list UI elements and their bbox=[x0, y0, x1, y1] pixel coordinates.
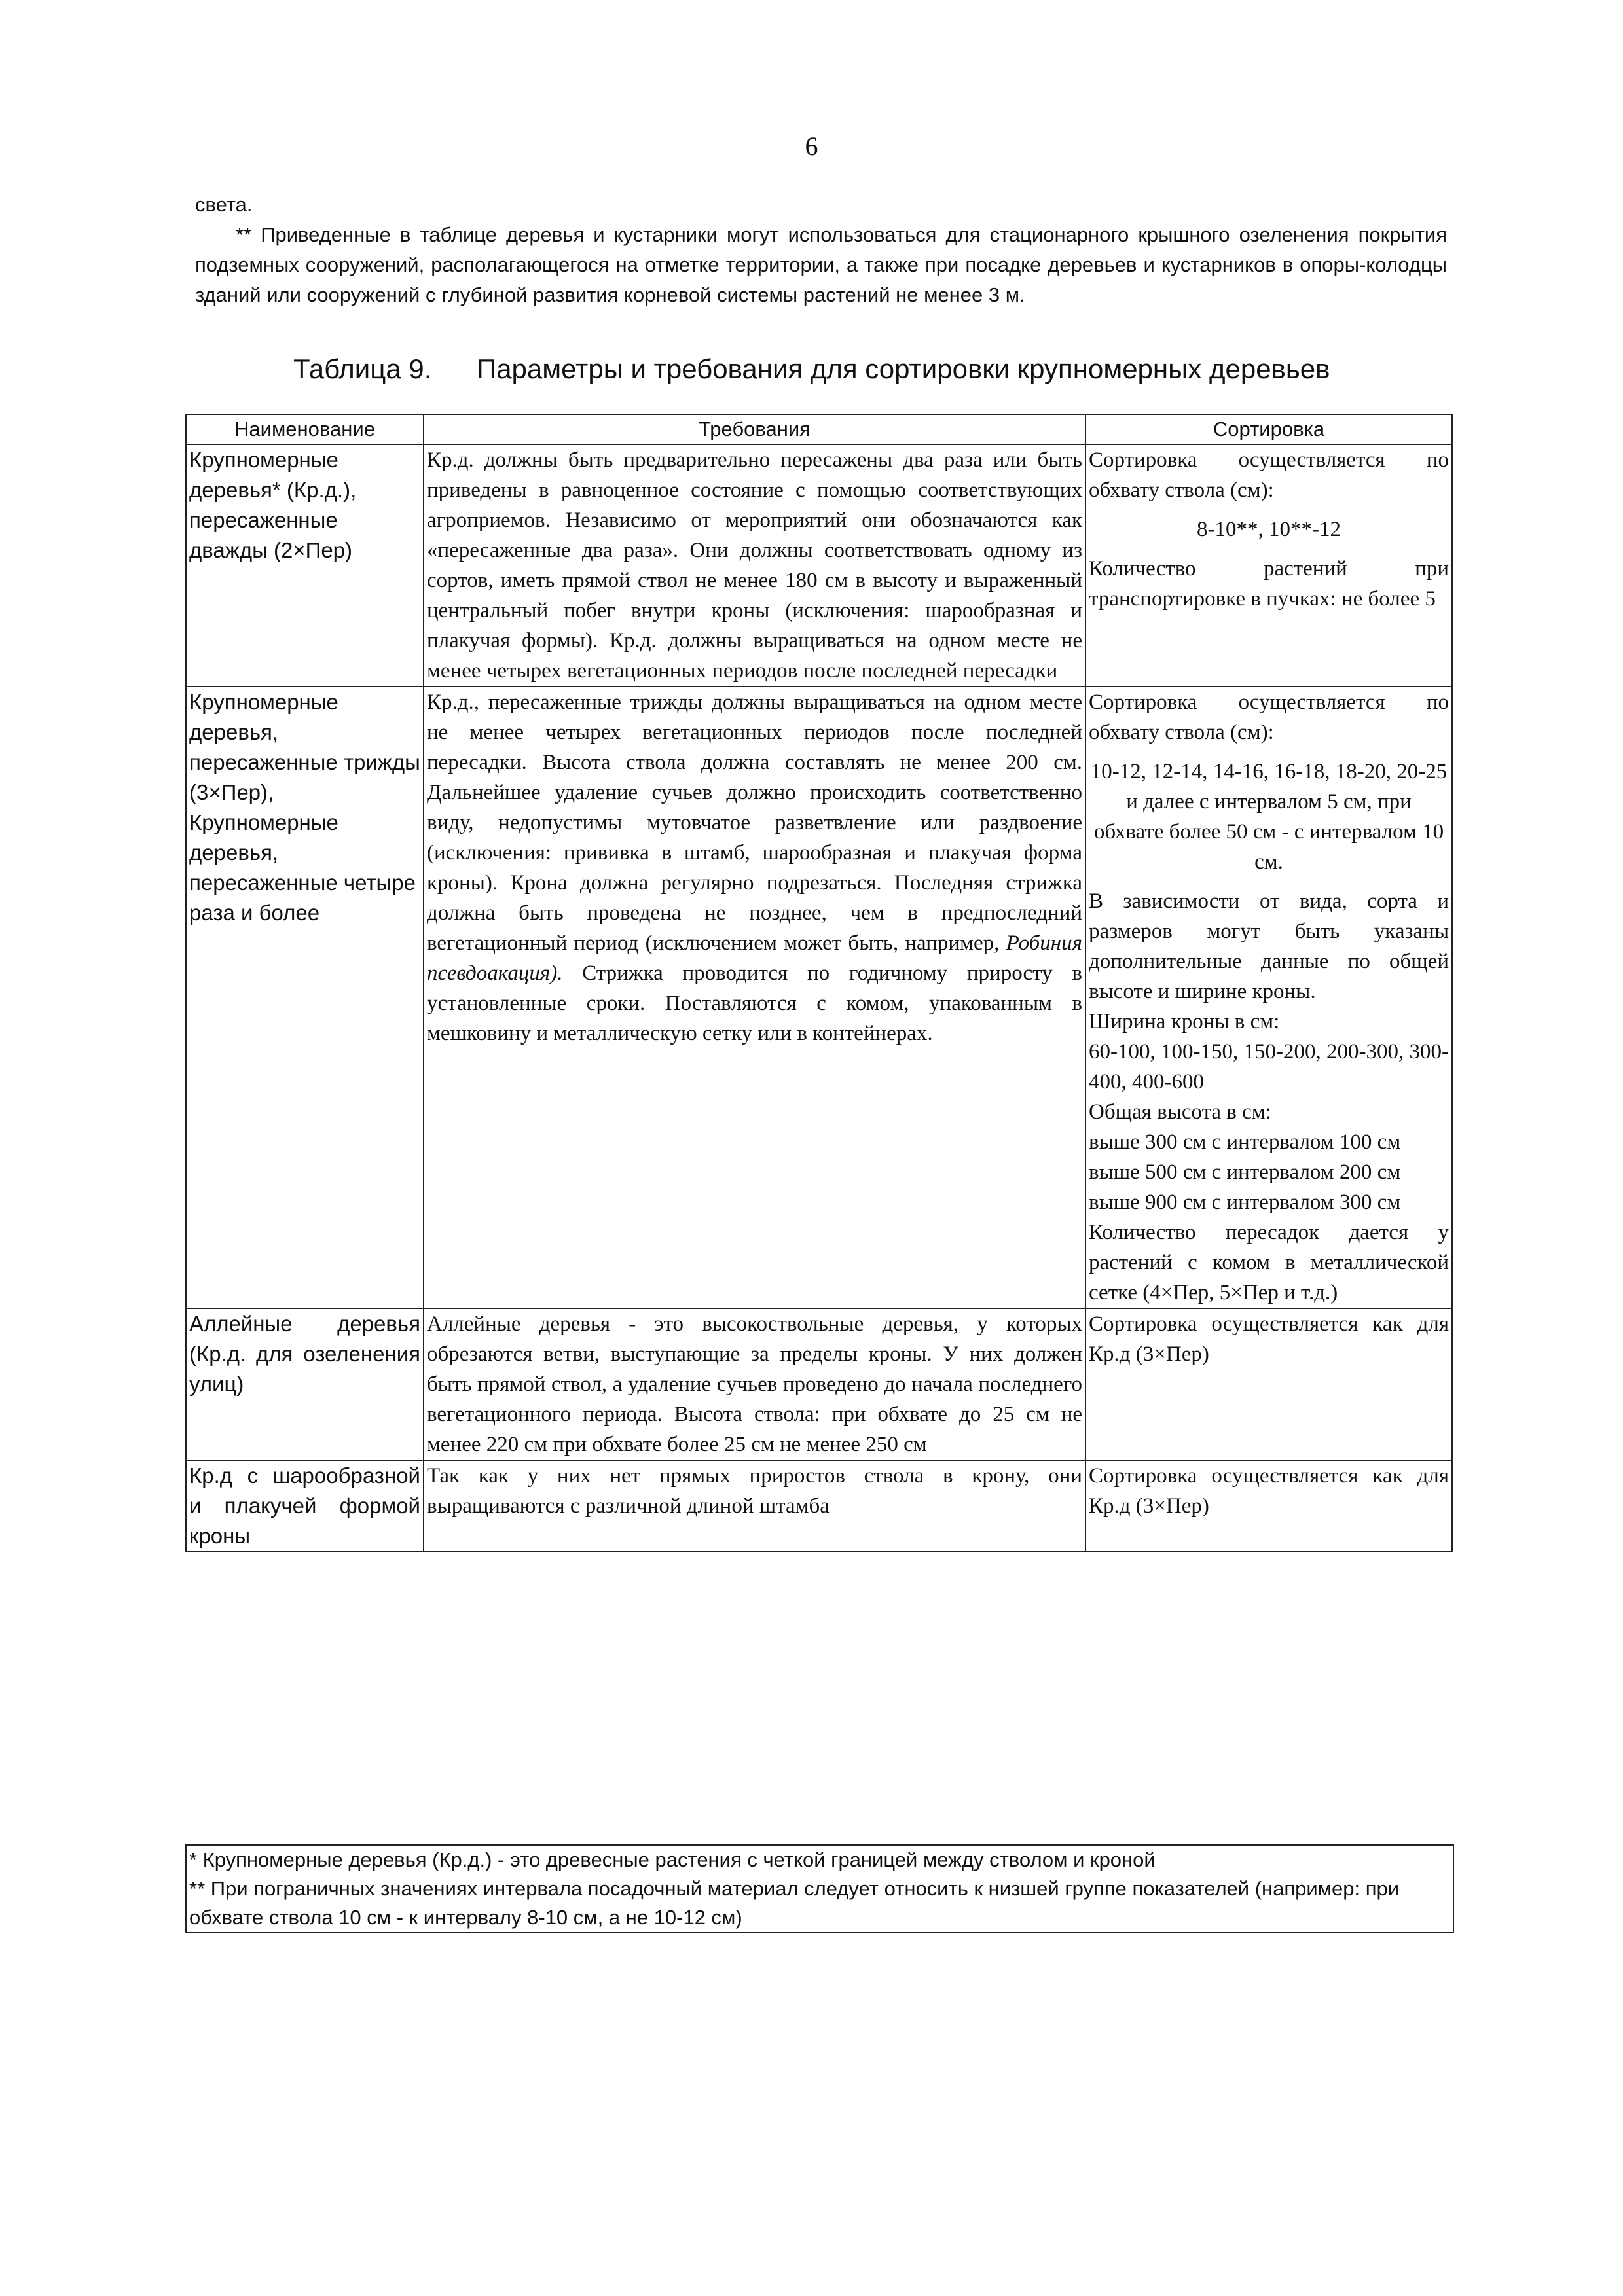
cell-name: Крупномерные деревья, пересаженные трижды (3×Пер), Крупномерные деревья, пересаженные четыре раза и более bbox=[186, 687, 424, 1308]
cell-requirements bbox=[424, 687, 1085, 1308]
intro-text bbox=[195, 190, 1447, 310]
intro-paragraph: ** Приведенные в таблице деревья и кустарники могут использоваться для стационарного крышного озеленения покрытия подземных сооружений, располагающегося на отметке территории, а также при посадке деревьев и кустарников в опоры-колодцы зданий или сооружений с глубиной развития корневой системы растений не менее 3 м. bbox=[195, 223, 1447, 306]
table-header-row bbox=[186, 414, 1452, 444]
sorting-line: выше 500 см с интервалом 200 см bbox=[1089, 1160, 1401, 1184]
sorting-table bbox=[185, 414, 1453, 1552]
sorting-line: Сортировка осуществляется как для Кр.д (3×Пер) bbox=[1089, 1312, 1449, 1366]
sorting-line: Сортировка осуществляется по обхвату ствола (см): bbox=[1089, 691, 1449, 744]
header-sorting: Сортировка bbox=[1085, 414, 1452, 444]
cell-requirements: Так как у них нет прямых приростов ствола в крону, они выращиваются с различной длиной штамба bbox=[424, 1460, 1085, 1552]
cell-sorting bbox=[1085, 687, 1452, 1308]
cell-sorting bbox=[1085, 1460, 1452, 1552]
cell-requirements: Кр.д. должны быть предварительно пересажены два раза или быть приведены в равноценное состояние с помощью соответствующих агроприемов. Независимо от мероприятий они обозначаются как «пересаженные два раза». Они должны соответствовать одному из сортов, иметь прямой ствол не менее 180 см в высоту и выраженный центральный побег внутри кроны (исключения: шарообразная и плакучая формы). Кр.д. должны выращиваться на одном месте не менее четырех вегетационных периодов после последней пересадки bbox=[424, 444, 1085, 687]
table-title: Параметры и требования для сортировки крупномерных деревьев bbox=[477, 353, 1330, 384]
cell-name: Крупномерные деревья* (Кр.д.), пересаженные дважды (2×Пер) bbox=[186, 444, 424, 687]
header-name: Наименование bbox=[186, 414, 424, 444]
sorting-line: выше 300 см с интервалом 100 см bbox=[1089, 1130, 1401, 1154]
sorting-line: Общая высота в см: bbox=[1089, 1100, 1271, 1124]
intro-line: света. bbox=[195, 193, 253, 216]
table-row bbox=[186, 1460, 1452, 1552]
sorting-line: 60-100, 100-150, 150-200, 200-300, 300-400, 400-600 bbox=[1089, 1040, 1449, 1094]
sorting-line: Ширина кроны в см: bbox=[1089, 1010, 1280, 1033]
sorting-line: 10-12, 12-14, 14-16, 16-18, 18-20, 20-25 bbox=[1090, 760, 1448, 783]
cell-name: Кр.д с шарообразной и плакучей формой кроны bbox=[186, 1460, 424, 1552]
footnote-1: * Крупномерные деревья (Кр.д.) - это древесные растения с четкой границей между стволом и кроной bbox=[189, 1848, 1156, 1871]
cell-requirements: Аллейные деревья - это высокоствольные деревья, у которых обрезаются ветви, выступающие за пределы кроны. У них должен быть прямой ствол, а удаление сучьев проведено до начала последнего вегетационного периода. Высота ствола: при обхвате до 25 см не менее 220 см при обхвате более 25 см не менее 250 см bbox=[424, 1308, 1085, 1460]
cell-sorting bbox=[1085, 1308, 1452, 1460]
footnote-2: ** При пограничных значениях интервала посадочный материал следует относить к низшей группе показателей (например: при обхвате ствола 10 см - к интервалу 8-10 см, а не 10-12 см) bbox=[189, 1877, 1400, 1929]
sorting-line: выше 900 см с интервалом 300 см bbox=[1089, 1191, 1401, 1214]
footnotes bbox=[185, 1844, 1454, 1933]
table-row bbox=[186, 1308, 1452, 1460]
table-row bbox=[186, 444, 1452, 687]
header-requirements: Требования bbox=[424, 414, 1085, 444]
requirements-text: Стрижка проводится по годичному приросту в установленные сроки. Поставляются с комом, упакованным в мешковину и металлическую сетку или в контейнерах. bbox=[427, 961, 1082, 1045]
page-number: 6 bbox=[805, 132, 818, 161]
table-number: Таблица 9. bbox=[293, 353, 432, 384]
table-caption bbox=[293, 353, 1472, 385]
sorting-line: В зависимости от вида, сорта и размеров могут быть указаны дополнительные данные по общей высоте и ширине кроны. bbox=[1089, 889, 1449, 1003]
sorting-line: Количество пересадок дается у растений с комом в металлической сетке (4×Пер, 5×Пер и т.д.) bbox=[1089, 1221, 1449, 1304]
sorting-line: 8-10**, 10**-12 bbox=[1197, 518, 1341, 541]
cell-name: Аллейные деревья (Кр.д. для озеленения улиц) bbox=[186, 1308, 424, 1460]
sorting-line: Сортировка осуществляется как для Кр.д (3×Пер) bbox=[1089, 1464, 1449, 1518]
requirements-text: Кр.д., пересаженные трижды должны выращиваться на одном месте не менее четырех вегетационных периодов после последней пересадки. Высота ствола должна составлять не менее 200 см. Дальнейшее удаление сучьев должно происходить соответственно виду, недопустимы мутовчатое разветвление или раздвоение (исключения: прививка в штамб, шарообразная и плакучая форма кроны). Крона должна регулярно подрезаться. Последняя стрижка должна быть проведена не позднее, чем в предпоследний вегетационный период (исключением может быть, например, bbox=[427, 691, 1082, 955]
sorting-line: Сортировка осуществляется по обхвату ствола (см): bbox=[1089, 448, 1449, 502]
table-row bbox=[186, 687, 1452, 1308]
requirements-italic: Робиния псевдоакация). bbox=[427, 931, 1082, 985]
cell-sorting bbox=[1085, 444, 1452, 687]
sorting-line: Количество растений при транспортировке в пучках: не более 5 bbox=[1089, 557, 1449, 611]
sorting-line: и далее с интервалом 5 см, при обхвате более 50 см - с интервалом 10 см. bbox=[1093, 790, 1444, 874]
